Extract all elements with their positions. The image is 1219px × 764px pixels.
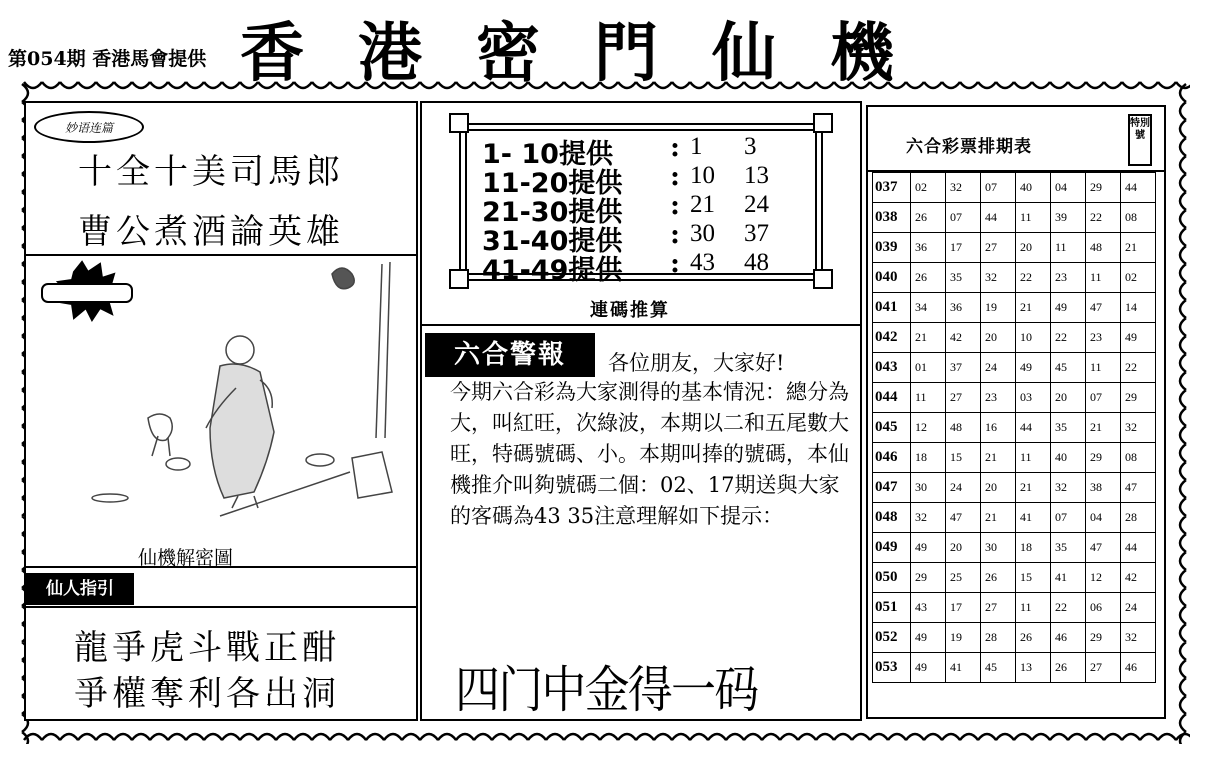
number-cell: 01 [911, 353, 946, 383]
colon: : [670, 132, 680, 163]
period-cell: 038 [873, 203, 911, 233]
number-cell: 23 [1086, 323, 1121, 353]
number-cell: 27 [946, 383, 981, 413]
number-cell: 17 [946, 233, 981, 263]
number-cell: 03 [1016, 383, 1051, 413]
number-cell: 11 [1016, 443, 1051, 473]
number-cell: 22 [1051, 323, 1086, 353]
range-value: 43 [690, 249, 715, 276]
number-cell: 10 [1016, 323, 1051, 353]
number-cell: 13 [1016, 653, 1051, 683]
monk-illustration [30, 258, 412, 538]
number-cell: 24 [1121, 593, 1156, 623]
number-cell: 47 [1086, 533, 1121, 563]
number-cell: 22 [1051, 593, 1086, 623]
number-cell: 26 [981, 563, 1016, 593]
colon: : [670, 219, 680, 250]
range-value: 24 [744, 191, 769, 218]
number-cell: 49 [1016, 353, 1051, 383]
range-label: 1- 10提供 [482, 139, 613, 170]
table-row [873, 353, 1156, 383]
number-cell: 20 [981, 323, 1016, 353]
number-cell: 49 [1051, 293, 1086, 323]
number-cell: 29 [1086, 443, 1121, 473]
number-cell: 20 [1016, 233, 1051, 263]
number-cell: 47 [1086, 293, 1121, 323]
number-cell: 11 [1016, 203, 1051, 233]
number-cell: 46 [1121, 653, 1156, 683]
number-cell: 19 [946, 623, 981, 653]
number-cell: 35 [1051, 533, 1086, 563]
table-row [873, 293, 1156, 323]
number-cell: 44 [1016, 413, 1051, 443]
number-cell: 21 [1016, 473, 1051, 503]
number-cell: 28 [1121, 503, 1156, 533]
number-cell: 18 [911, 443, 946, 473]
number-cell: 38 [1086, 473, 1121, 503]
number-cell: 21 [1086, 413, 1121, 443]
schedule-table [872, 172, 1156, 683]
number-cell: 45 [1051, 353, 1086, 383]
range-value: 30 [690, 220, 715, 247]
period-cell: 042 [873, 323, 911, 353]
table-row [873, 383, 1156, 413]
number-cell: 32 [1121, 413, 1156, 443]
table-row [873, 623, 1156, 653]
number-cell: 49 [911, 533, 946, 563]
divider [24, 606, 418, 608]
section-badge: 妙语连篇 [34, 111, 144, 143]
number-cell: 20 [1051, 383, 1086, 413]
range-value: 13 [744, 162, 769, 189]
period-cell: 046 [873, 443, 911, 473]
number-cell: 47 [946, 503, 981, 533]
number-cell: 30 [911, 473, 946, 503]
table-row [873, 443, 1156, 473]
number-cell: 21 [1016, 293, 1051, 323]
number-cell: 27 [1086, 653, 1121, 683]
colon: : [670, 248, 680, 279]
number-cell: 29 [1086, 173, 1121, 203]
schedule-title: 六合彩票排期表 [906, 137, 1032, 157]
number-cell: 06 [1086, 593, 1121, 623]
table-row [873, 473, 1156, 503]
period-cell: 050 [873, 563, 911, 593]
number-cell: 32 [1121, 623, 1156, 653]
period-cell: 052 [873, 623, 911, 653]
period-cell: 048 [873, 503, 911, 533]
divider [420, 324, 862, 326]
number-cell: 08 [1121, 443, 1156, 473]
number-cell: 20 [981, 473, 1016, 503]
number-cell: 49 [1121, 323, 1156, 353]
number-cell: 32 [981, 263, 1016, 293]
number-cell: 36 [946, 293, 981, 323]
number-cell: 24 [946, 473, 981, 503]
number-cell: 35 [946, 263, 981, 293]
table-row [873, 593, 1156, 623]
table-row [873, 413, 1156, 443]
range-label: 41-49提供 [482, 255, 623, 286]
verse-line: 龍爭虎斗戰正酣 [74, 628, 340, 668]
number-cell: 26 [911, 203, 946, 233]
number-cell: 26 [1051, 653, 1086, 683]
alert-body: 今期六合彩為大家測得的基本情況：總分為大，叫紅旺，次綠波，本期以二和五尾數大旺，特碼號碼、小。本期叫捧的號碼，本仙機推介叫夠號碼二個：02、17期送與大家的客碼為43 35注意理解如下提示： [450, 380, 849, 528]
number-cell: 49 [911, 623, 946, 653]
table-row [873, 263, 1156, 293]
number-cell: 23 [1051, 263, 1086, 293]
number-cell: 16 [981, 413, 1016, 443]
verse-line: 十全十美司馬郎 [78, 152, 344, 192]
number-cell: 48 [1086, 233, 1121, 263]
number-cell: 04 [1051, 173, 1086, 203]
range-value: 37 [744, 220, 769, 247]
period-cell: 049 [873, 533, 911, 563]
period-cell: 040 [873, 263, 911, 293]
number-cell: 27 [981, 233, 1016, 263]
number-cell: 11 [1086, 263, 1121, 293]
period-cell: 045 [873, 413, 911, 443]
page-title: 香港密門仙機 [240, 17, 948, 91]
number-cell: 44 [981, 203, 1016, 233]
number-cell: 41 [1016, 503, 1051, 533]
range-value: 21 [690, 191, 715, 218]
number-cell: 11 [1051, 233, 1086, 263]
number-cell: 41 [946, 653, 981, 683]
range-value: 3 [744, 133, 757, 160]
number-cell: 32 [911, 503, 946, 533]
number-cell: 28 [981, 623, 1016, 653]
number-cell: 42 [946, 323, 981, 353]
number-cell: 22 [1121, 353, 1156, 383]
range-label: 21-30提供 [482, 197, 623, 228]
number-cell: 22 [1086, 203, 1121, 233]
number-cell: 04 [1086, 503, 1121, 533]
number-cell: 29 [911, 563, 946, 593]
number-cell: 49 [911, 653, 946, 683]
table-row [873, 323, 1156, 353]
number-cell: 39 [1051, 203, 1086, 233]
alert-label: 六合警報 [425, 333, 595, 377]
verse-line: 曹公煮酒論英雄 [78, 212, 344, 252]
lianma-label: 連碼推算 [590, 300, 670, 321]
table-row [873, 503, 1156, 533]
number-cell: 07 [946, 203, 981, 233]
colon: : [670, 161, 680, 192]
range-value: 1 [690, 133, 703, 160]
number-cell: 29 [1086, 623, 1121, 653]
period-cell: 037 [873, 173, 911, 203]
number-cell: 11 [911, 383, 946, 413]
number-cell: 40 [1016, 173, 1051, 203]
verse-line: 爭權奪利各出洞 [74, 674, 340, 714]
number-cell: 43 [911, 593, 946, 623]
number-cell: 11 [1016, 593, 1051, 623]
number-cell: 07 [1086, 383, 1121, 413]
range-value: 10 [690, 162, 715, 189]
number-cell: 07 [981, 173, 1016, 203]
number-cell: 32 [946, 173, 981, 203]
number-cell: 21 [1121, 233, 1156, 263]
number-cell: 40 [1051, 443, 1086, 473]
number-cell: 12 [911, 413, 946, 443]
number-cell: 35 [1051, 413, 1086, 443]
number-cell: 21 [981, 443, 1016, 473]
number-cell: 02 [1121, 263, 1156, 293]
range-value: 48 [744, 249, 769, 276]
number-cell: 44 [1121, 533, 1156, 563]
period-cell: 044 [873, 383, 911, 413]
number-cell: 15 [1016, 563, 1051, 593]
number-cell: 30 [981, 533, 1016, 563]
table-row [873, 173, 1156, 203]
number-cell: 27 [981, 593, 1016, 623]
number-cell: 25 [946, 563, 981, 593]
number-cell: 11 [1086, 353, 1121, 383]
number-cell: 12 [1086, 563, 1121, 593]
number-cell: 34 [911, 293, 946, 323]
number-cell: 14 [1121, 293, 1156, 323]
motto: 四门中金得一码 [455, 661, 758, 719]
table-row [873, 563, 1156, 593]
table-row [873, 203, 1156, 233]
number-cell: 24 [981, 353, 1016, 383]
number-cell: 44 [1121, 173, 1156, 203]
table-row [873, 533, 1156, 563]
number-cell: 45 [981, 653, 1016, 683]
number-cell: 46 [1051, 623, 1086, 653]
range-label: 31-40提供 [482, 226, 623, 257]
image-caption: 仙機解密圖 [138, 547, 234, 569]
period-cell: 053 [873, 653, 911, 683]
table-row [873, 653, 1156, 683]
number-cell: 21 [981, 503, 1016, 533]
number-cell: 08 [1121, 203, 1156, 233]
number-cell: 29 [1121, 383, 1156, 413]
period-cell: 043 [873, 353, 911, 383]
range-label: 11-20提供 [482, 168, 623, 199]
number-cell: 07 [1051, 503, 1086, 533]
number-cell: 26 [1016, 623, 1051, 653]
number-cell: 15 [946, 443, 981, 473]
number-cell: 20 [946, 533, 981, 563]
number-cell: 22 [1016, 263, 1051, 293]
number-cell: 37 [946, 353, 981, 383]
number-cell: 42 [1121, 563, 1156, 593]
number-cell: 17 [946, 593, 981, 623]
period-cell: 051 [873, 593, 911, 623]
number-cell: 18 [1016, 533, 1051, 563]
number-cell: 48 [946, 413, 981, 443]
greeting: 各位朋友，大家好! [608, 351, 785, 375]
guide-label: 仙人指引 [26, 573, 134, 605]
number-cell: 19 [981, 293, 1016, 323]
number-cell: 36 [911, 233, 946, 263]
special-number-label: 特別號 [1128, 114, 1152, 166]
period-cell: 041 [873, 293, 911, 323]
table-row [873, 233, 1156, 263]
issue-label: 第054期 香港馬會提供 [8, 48, 207, 70]
number-cell: 21 [911, 323, 946, 353]
number-cell: 47 [1121, 473, 1156, 503]
period-cell: 039 [873, 233, 911, 263]
number-cell: 41 [1051, 563, 1086, 593]
period-cell: 047 [873, 473, 911, 503]
divider [24, 254, 418, 256]
number-cell: 26 [911, 263, 946, 293]
colon: : [670, 190, 680, 221]
number-cell: 32 [1051, 473, 1086, 503]
number-cell: 02 [911, 173, 946, 203]
number-cell: 23 [981, 383, 1016, 413]
